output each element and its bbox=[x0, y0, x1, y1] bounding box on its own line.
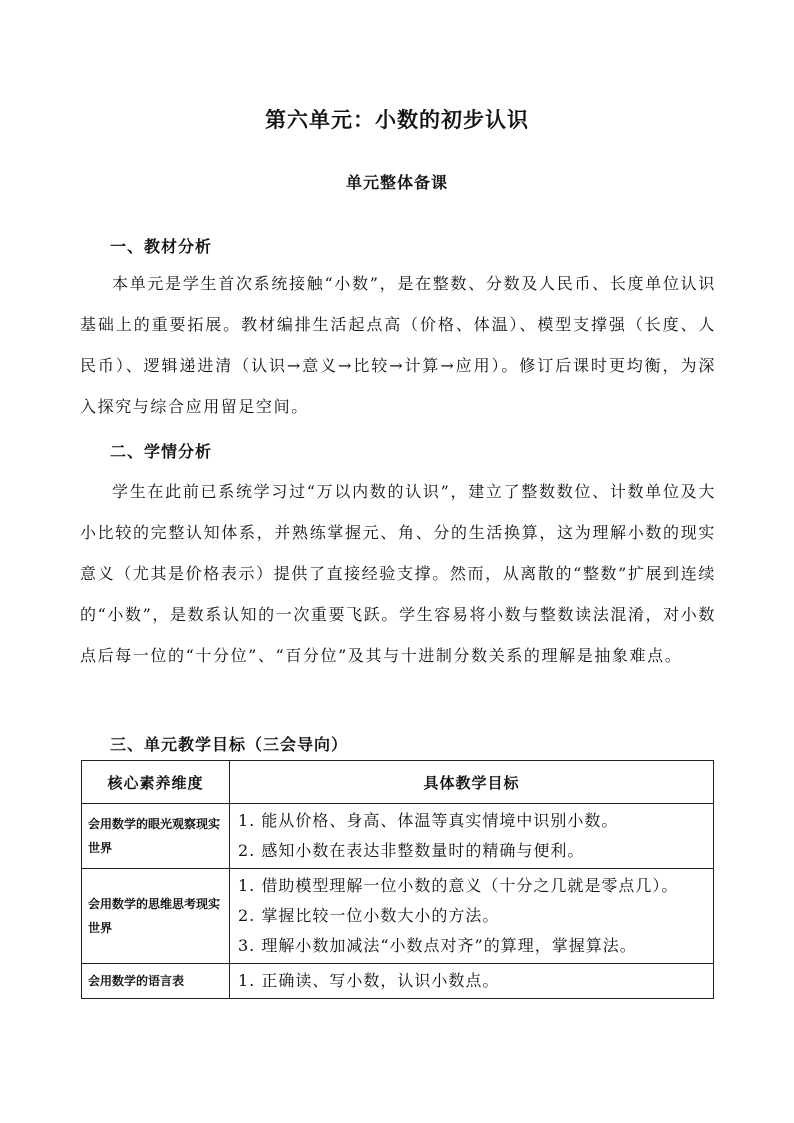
section-heading-student-analysis: 二、学情分析 bbox=[110, 442, 213, 461]
table-cell-goals bbox=[230, 804, 714, 869]
section-paragraph-student-analysis: 学生在此前已系统学习过“万以内数的认识”，建立了整数数位、计数单位及大小比较的完整认知体系，并熟练掌握元、角、分的生活换算，这为理解小数的现实意义（尤其是价格表示）提供了直接经验支撑。然而，从离散的“整数”扩展到连续的“小数”，是数系认知的一次重要飞跃。学生容易将小数与整数读法混淆，对小数点后每一位的“十分位”、“百分位”及其与十进制分数关系的理解是抽象难点。 bbox=[80, 482, 716, 665]
table-cell-dimension: 会用数学的眼光观察现实世界 bbox=[82, 804, 230, 869]
page-subtitle: 单元整体备课 bbox=[345, 173, 448, 192]
goal-item: 3. 理解小数加减法“小数点对齐”的算理，掌握算法。 bbox=[238, 936, 637, 955]
table-header-goals: 具体教学目标 bbox=[230, 761, 714, 804]
table-row bbox=[82, 804, 714, 869]
table-cell-goals bbox=[230, 869, 714, 964]
goal-item: 2. 掌握比较一位小数大小的方法。 bbox=[238, 906, 500, 925]
section-heading-textbook-analysis: 一、教材分析 bbox=[110, 237, 213, 256]
table-header-dimension: 核心素养维度 bbox=[82, 761, 230, 804]
goal-item: 1. 借助模型理解一位小数的意义（十分之几就是零点几）。 bbox=[238, 876, 679, 895]
goal-item: 1. 能从价格、身高、体温等真实情境中识别小数。 bbox=[238, 811, 619, 830]
table-header-row bbox=[82, 761, 714, 804]
table-cell-dimension: 会用数学的思维思考现实世界 bbox=[82, 869, 230, 964]
table-row bbox=[82, 869, 714, 964]
goal-item: 1. 正确读、写小数，认识小数点。 bbox=[238, 971, 500, 990]
goal-item: 2. 感知小数在表达非整数量时的精确与便利。 bbox=[238, 841, 585, 860]
table-cell-goals bbox=[230, 964, 714, 999]
section-paragraph-textbook-analysis: 本单元是学生首次系统接触“小数”，是在整数、分数及人民币、长度单位认识基础上的重要拓展。教材编排生活起点高（价格、体温）、模型支撑强（长度、人民币）、逻辑递进清（认识→意义→比较→计算→应用）。修订后课时更均衡，为深入探究与综合应用留足空间。 bbox=[80, 274, 716, 416]
goals-table bbox=[81, 760, 714, 999]
table-row bbox=[82, 964, 714, 999]
page-title: 第六单元：小数的初步认识 bbox=[265, 108, 529, 132]
table-cell-dimension: 会用数学的语言表 bbox=[82, 964, 230, 999]
section-heading-unit-goals: 三、单元教学目标（三会导向） bbox=[110, 735, 349, 754]
